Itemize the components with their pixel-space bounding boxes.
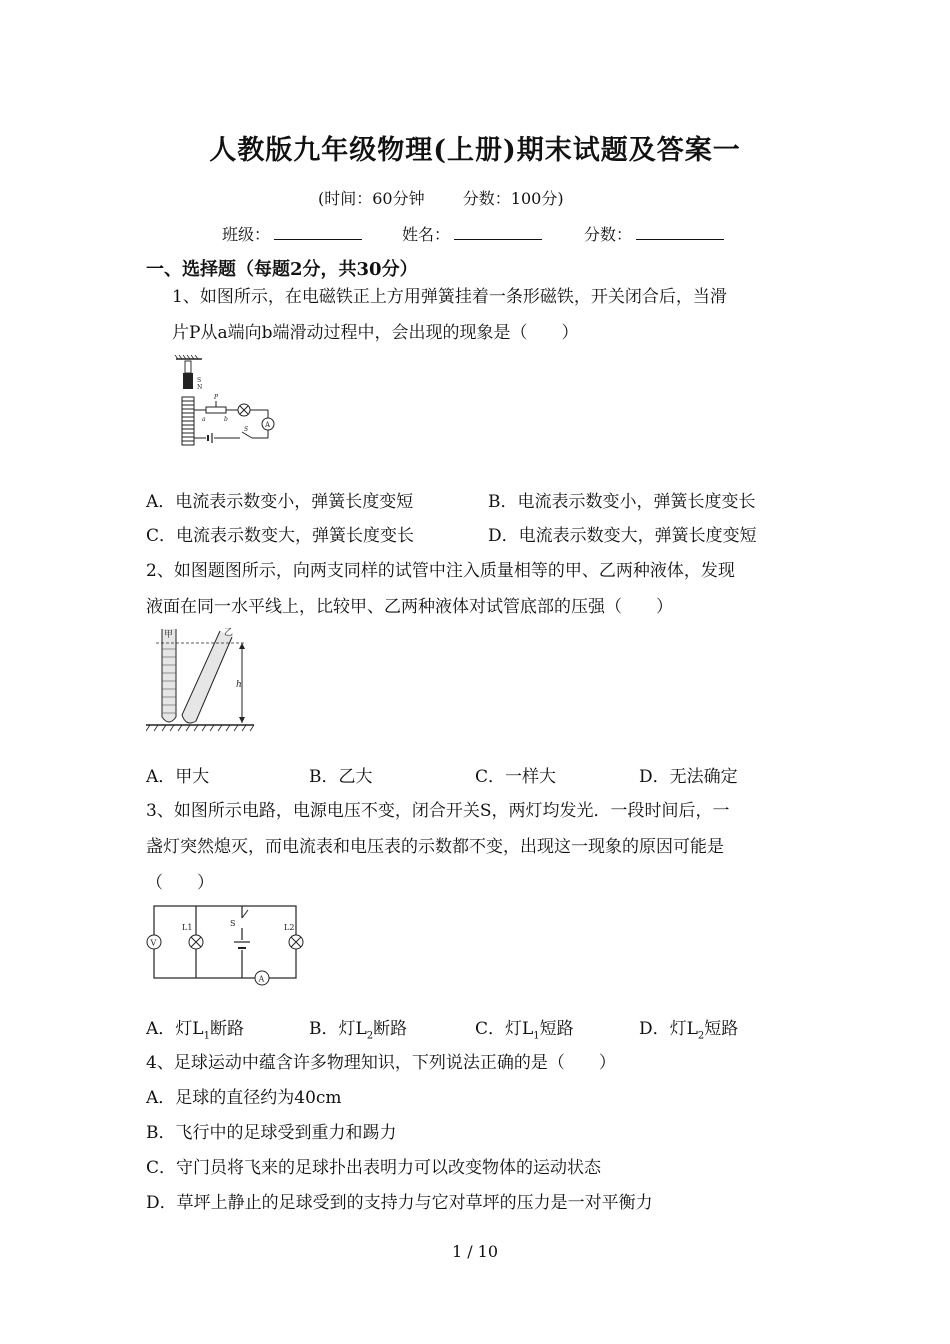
slider-p-label: P <box>214 394 219 401</box>
exam-meta <box>318 186 564 209</box>
q2-option-c: C．一样大 <box>475 767 557 787</box>
name-blank <box>454 225 542 240</box>
q1-option-c: C．电流表示数变大，弹簧长度变长 <box>146 526 415 546</box>
tube-jia-label: 甲 <box>164 630 174 640</box>
q1-option-b: B．电流表示数变小，弹簧长度变长 <box>488 492 756 512</box>
q1-line1: 1、如图所示，在电磁铁正上方用弹簧挂着一条形磁铁，开关闭合后，当滑 <box>172 287 727 307</box>
height-h-label: h <box>236 680 242 690</box>
page-number: 1 / 10 <box>451 1242 499 1261</box>
class-label: 班级： <box>222 225 271 244</box>
ammeter-label: A <box>258 974 265 984</box>
q2-option-d: D．无法确定 <box>639 767 738 787</box>
q2-figure <box>146 625 256 735</box>
q1-figure <box>172 355 282 450</box>
q2-option-b: B．乙大 <box>309 767 373 787</box>
ammeter-label: A <box>265 421 271 429</box>
q1-option-a: A．电流表示数变小，弹簧长度变短 <box>146 492 414 512</box>
exam-score: 分数：100分) <box>462 189 564 208</box>
q3-line1: 3、如图所示电路，电源电压不变，闭合开关S，两灯均发光．一段时间后，一 <box>146 801 730 821</box>
rheostat-icon <box>206 407 226 413</box>
q1-option-d: D．电流表示数变大，弹簧长度变短 <box>488 526 757 546</box>
magnet-n-label: N <box>197 384 203 391</box>
magnet-s-label: S <box>197 377 202 384</box>
q2-line1: 2、如图题图所示，向两支同样的试管中注入质量相等的甲、乙两种液体，发现 <box>146 561 735 581</box>
q2-option-a: A．甲大 <box>146 767 210 787</box>
score-field <box>584 222 724 245</box>
lamp-l1-label: L1 <box>182 923 193 932</box>
section-heading: 一、选择题（每题2分，共30分） <box>146 259 418 280</box>
end-b-label: b <box>224 416 228 423</box>
voltmeter-label: V <box>150 938 157 948</box>
name-label: 姓名： <box>402 225 451 244</box>
q4-option-a: A．足球的直径约为40cm <box>146 1088 342 1108</box>
spring-icon <box>185 361 191 373</box>
q3-option-a: A．灯$L_1$断路 <box>146 1019 244 1042</box>
q2-line2: 液面在同一水平线上，比较甲、乙两种液体对试管底部的压强（ ） <box>146 597 673 617</box>
score-blank <box>636 225 724 240</box>
q4-option-c: C．守门员将飞来的足球扑出表明力可以改变物体的运动状态 <box>146 1158 602 1178</box>
q4-option-d: D．草坪上静止的足球受到的支持力与它对草坪的压力是一对平衡力 <box>146 1193 653 1213</box>
q1-line2: 片P从a端向b端滑动过程中，会出现的现象是（ ） <box>172 323 579 343</box>
q3-line3: （ ） <box>146 873 214 893</box>
q4-option-b: B．飞行中的足球受到重力和踢力 <box>146 1123 397 1143</box>
lamp-l2-label: L2 <box>284 923 295 932</box>
q3-option-c: C．灯$L_1$短路 <box>475 1019 574 1042</box>
test-tube-yi-icon <box>182 631 232 723</box>
switch-s-label: S <box>244 426 249 433</box>
q3-option-b: B．灯$L_2$断路 <box>309 1019 408 1042</box>
electromagnet-coil-icon <box>182 397 194 445</box>
end-a-label: a <box>202 416 206 423</box>
q3-figure <box>142 900 304 992</box>
switch-s-label: S <box>230 919 236 928</box>
class-blank <box>274 225 362 240</box>
score-label: 分数： <box>584 225 633 244</box>
page-title: 人教版九年级物理(上册)期末试题及答案一 <box>209 135 741 166</box>
bar-magnet-icon <box>183 373 193 389</box>
q4-line1: 4、足球运动中蕴含许多物理知识，下列说法正确的是（ ） <box>146 1053 616 1073</box>
switch-icon <box>242 910 248 918</box>
class-field <box>222 222 362 245</box>
exam-time: (时间：60分钟 <box>318 189 425 208</box>
q3-option-d: D．灯$L_2$短路 <box>639 1019 739 1042</box>
tube-yi-label: 乙 <box>224 628 234 638</box>
q3-line2: 盏灯突然熄灭，而电流表和电压表的示数都不变，出现这一现象的原因可能是 <box>146 837 724 857</box>
name-field <box>402 222 542 245</box>
